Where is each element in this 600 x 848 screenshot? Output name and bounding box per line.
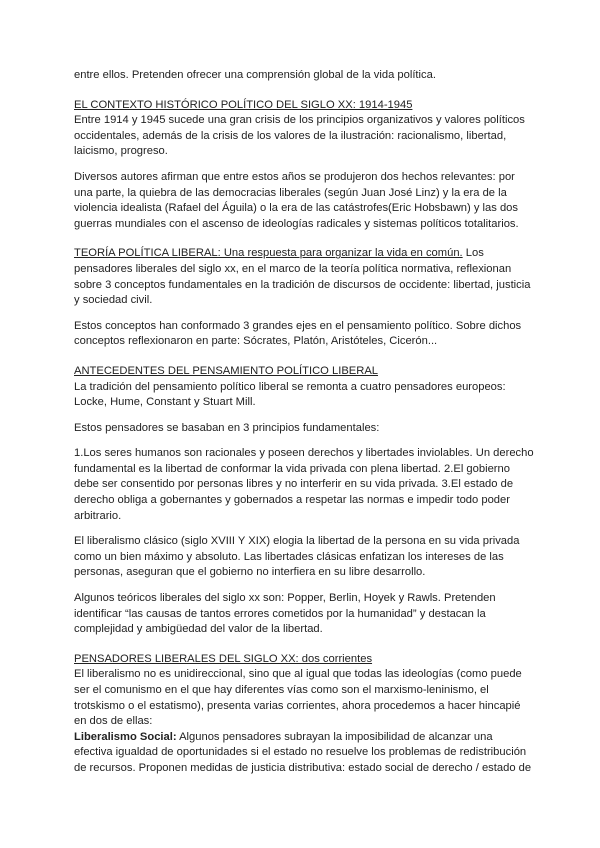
section-heading-contexto: EL CONTEXTO HISTÓRICO POLÍTICO DEL SIGLO XX: 1914-1945 — [74, 98, 413, 111]
paragraph: Diversos autores afirman que entre estos años se produjeron dos hechos relevantes: por una parte, la quiebra de las democracias liberales (según Juan José Linz) y la era de la violencia idealista (Rafael del Águila) o la era de las catástrofes(Eric Hobsbawn) y las dos guerras mundiales con el ascenso de ideologías radicales y sistemas políticos totalitarios. — [74, 170, 519, 230]
paragraph-liberalismo-social — [74, 730, 534, 777]
paragraph: Entre 1914 y 1945 sucede una gran crisis de los principios organizativos y valores políticos occidentales, además de la crisis de los valores de la ilustración: racionalismo, libertad, laicismo, progreso. — [74, 114, 525, 158]
intro-line: entre ellos. Pretenden ofrecer una comprensión global de la vida política. — [74, 69, 436, 81]
paragraph: El liberalismo clásico (siglo XVIII Y XIX) elogia la libertad de la persona en su vida privada como un bien máximo y absoluto. Las libertades clásicas enfatizan los intereses de las personas, aseguran que el gobierno no interfiera en su libre desarrollo. — [74, 535, 520, 579]
paragraph: Estos pensadores se basaban en 3 principios fundamentales: — [74, 421, 380, 434]
paragraph: La tradición del pensamiento político liberal se remonta a cuatro pensadores europeos: Locke, Hume, Constant y Stuart Mill. — [74, 380, 506, 409]
paragraph: El liberalismo no es unidireccional, sino que al igual que todas las ideologías (como puede ser el comunismo en el que hay diferentes vías como son el marxismo-leninismo, el trotskismo o el estatismo), presenta varias corrientes, ahora procedemos a hacer hincapié en dos de ellas: — [74, 668, 522, 728]
paragraph: 1.Los seres humanos son racionales y poseen derechos y libertades inviolables. Un derecho fundamental es la libertad de conformar la vida privada con plena libertad. 2.El gobierno debe ser consentido por personas libres y no interferir en su vida privada. 3.El estado de derecho obliga a gobernantes y gobernados a respetar las normas e impedir todo poder arbitrario. — [74, 447, 534, 522]
paragraph-teoria — [74, 246, 534, 308]
paragraph-text: Los pensadores liberales del siglo xx, en el marco de la teoría política normativa, reflexionan sobre 3 conceptos fundamentales en la tradición de discursos de occidente: libertad, justicia y sociedad civil. — [74, 247, 531, 307]
term-liberalismo-social: Liberalismo Social: — [74, 730, 177, 743]
document-page — [74, 68, 534, 777]
paragraph: Estos conceptos han conformado 3 grandes ejes en el pensamiento político. Sobre dichos conceptos reflexionaron en parte: Sócrates, Platón, Aristóteles, Cicerón... — [74, 319, 522, 348]
paragraph: Algunos teóricos liberales del siglo xx son: Popper, Berlin, Hoyek y Rawls. Pretenden identificar “las causas de tantos errores cometidos por la humanidad” y destacan la complejidad y ambigüedad del valor de la libertad. — [74, 592, 496, 636]
section-heading-teoria: TEORÍA POLÍTICA LIBERAL: Una respuesta para organizar la vida en común. — [74, 247, 463, 260]
section-heading-pensadores: PENSADORES LIBERALES DEL SIGLO XX: dos corrientes — [74, 652, 373, 665]
paragraph-text: Algunos pensadores subrayan la imposibilidad de alcanzar una efectiva igualdad de oportunidades si el estado no resuelve los problemas de redistribución de recursos. Proponen medidas de justicia distributiva: estado social de derecho / estado de — [74, 730, 532, 774]
section-heading-antecedentes: ANTECEDENTES DEL PENSAMIENTO POLÍTICO LIBERAL — [74, 364, 379, 377]
